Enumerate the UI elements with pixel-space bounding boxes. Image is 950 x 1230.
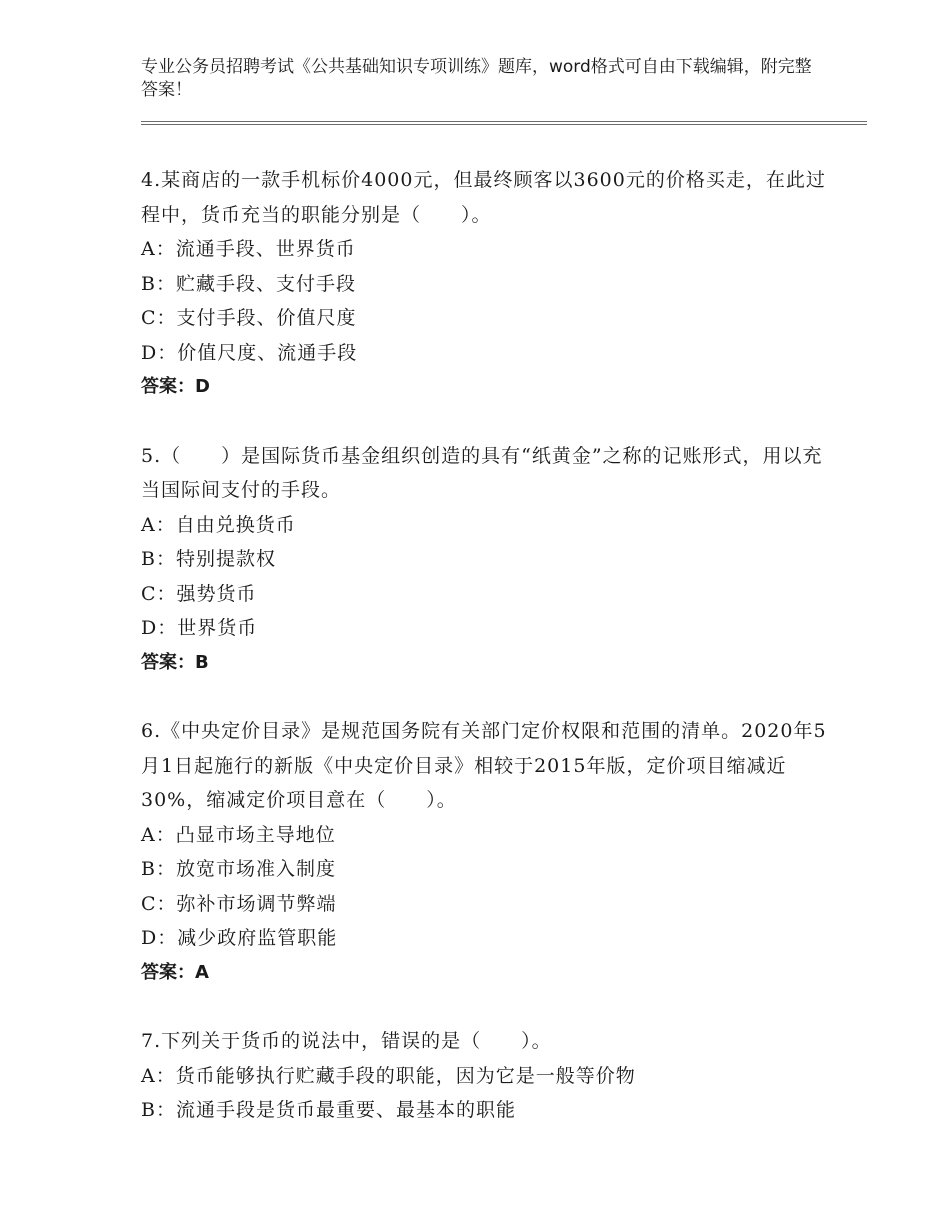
question-stem: 7.下列关于货币的说法中，错误的是（ ）。 [141,1030,552,1052]
option-d: D：世界货币 [141,617,258,639]
answer-line: 答案：A [141,961,209,983]
question-stem: 4.某商店的一款手机标价4000元，但最终顾客以3600元的价格买走，在此过程中，货币充当的职能分别是（ ）。 [141,169,826,226]
header-rule-bottom [141,124,867,125]
option-a: A：自由兑换货币 [141,513,296,536]
question-stem: 5.（ ）是国际货币基金组织创造的具有“纸黄金”之称的记账形式，用以充当国际间支付的手段。 [141,444,823,501]
option-c: C：强势货币 [141,582,257,605]
option-a: A：凸显市场主导地位 [141,823,336,846]
option-a: A：流通手段、世界货币 [141,238,356,260]
question-stem: 6.《中央定价目录》是规范国务院有关部门定价权限和范围的清单。2020年5月1日起施行的新版《中央定价目录》相较于2015年版，定价项目缩减近30%，缩减定价项目意在（ ）。 [141,720,827,811]
document-header: 专业公务员招聘考试《公共基础知识专项训练》题库，word格式可自由下载编辑，附完整答案！ [141,57,812,100]
option-d: D：减少政府监管职能 [141,927,338,949]
option-b: B：放宽市场准入制度 [141,858,336,880]
question-6 [141,714,831,990]
question-4 [141,163,831,405]
option-a: A：货币能够执行贮藏手段的职能，因为它是一般等价物 [141,1064,636,1087]
answer-line: 答案：B [141,651,209,673]
option-c: C：支付手段、价值尺度 [141,307,357,329]
option-c: C：弥补市场调节弊端 [141,892,337,915]
question-list [141,163,831,1162]
option-b: B：流通手段是货币最重要、最基本的职能 [141,1099,516,1121]
option-b: B：贮藏手段、支付手段 [141,272,356,295]
option-d: D：价值尺度、流通手段 [141,341,358,364]
option-b: B：特别提款权 [141,548,276,570]
answer-line: 答案：D [141,376,210,397]
header-rule-top [141,121,867,122]
question-7 [141,1024,831,1128]
question-5 [141,439,831,681]
